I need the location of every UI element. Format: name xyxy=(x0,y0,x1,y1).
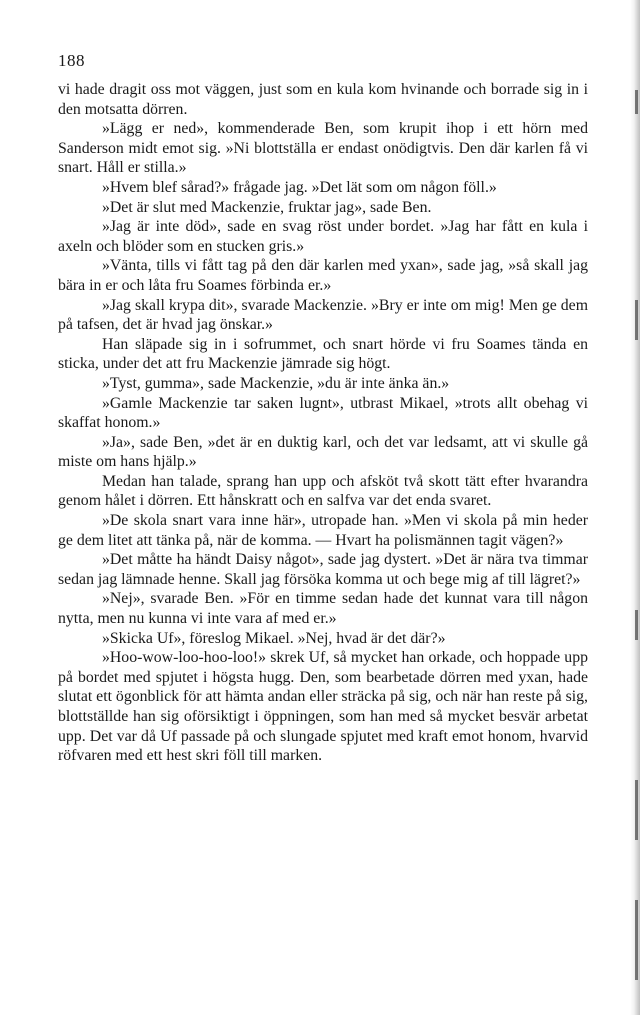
paragraph: »De skola snart vara inne här», utropade han. »Men vi skola på min heder ge dem litet att tänka på, när de komma. — Hvart ha polismännen tagit vägen?» xyxy=(58,512,588,549)
paragraph: »Hvem blef sårad?» frågade jag. »Det lät som om någon föll.» xyxy=(102,178,497,196)
paragraph: »Jag skall krypa dit», svarade Mackenzie. »Bry er inte om mig! Men ge dem på tafsen, det är hvad jag önskar.» xyxy=(58,296,588,334)
paragraph: »Nej», svarade Ben. »För en timme sedan hade det kunnat vara till någon nytta, men nu kunna vi inte vara af med er.» xyxy=(58,590,588,628)
paragraph: »Det måtte ha händt Daisy något», sade jag dystert. »Det är nära tva timmar sedan jag lämnade henne. Skall jag försöka komma ut och bege mig af till lägret?» xyxy=(58,551,588,588)
body-text xyxy=(58,80,588,766)
paragraph: Han släpade sig in i sofrummet, och snart hörde vi fru Soames tända en sticka, under det att fru Mackenzie jämrade sig högt. xyxy=(58,335,588,373)
paragraph: vi hade dragit oss mot väggen, just som en kula kom hvinande och borrade sig in i den motsatta dörren. xyxy=(58,81,588,118)
paragraph: »Det är slut med Mackenzie, fruktar jag», sade Ben. xyxy=(102,198,432,216)
paragraph: »Vänta, tills vi fått tag på den där karlen med yxan», sade jag, »så skall jag bära in er och låta fru Soames förbinda er.» xyxy=(58,257,588,294)
paragraph: »Jag är inte död», sade en svag röst under bordet. »Jag har fått en kula i axeln och blöder som en stucken gris.» xyxy=(58,218,588,255)
paragraph: »Hoo-wow-loo-hoo-loo!» skrek Uf, så mycket han orkade, och hoppade upp på bordet med spjutet i högsta hugg. Den, som bearbetade dörren med yxan, hade slutat ett ögonblick för att hämta andan eller sträcka på sig, och när han reste på sig, blottställde han sig oförsiktigt i öppningen, som han med så mycket besvär arbetat upp. Det var då Uf passade på och slungade spjutet med kraft emot honom, hvarvid röfvaren med ett hest skri föll till marken. xyxy=(58,649,588,765)
page-number: 188 xyxy=(58,51,85,70)
paragraph: »Skicka Uf», föreslog Mikael. »Nej, hvad är det där?» xyxy=(102,629,446,647)
paragraph: »Lägg er ned», kommenderade Ben, som krupit ihop i ett hörn med Sanderson midt emot sig. »Ni blottställa er endast onödigtvis. Den där karlen få vi snart. Håll er stilla.» xyxy=(58,120,588,177)
paragraph: »Gamle Mackenzie tar saken lugnt», utbrast Mikael, »trots allt obehag vi skaffat honom.» xyxy=(58,394,588,432)
paragraph: »Ja», sade Ben, »det är en duktig karl, och det var ledsamt, att vi skulle gå miste om hans hjälp.» xyxy=(58,433,588,471)
scan-edge-marks xyxy=(632,0,638,1015)
paragraph: »Tyst, gumma», sade Mackenzie, »du är inte änka än.» xyxy=(102,374,450,392)
paragraph: Medan han talade, sprang han upp och afsköt två skott tätt efter hvarandra genom hålet i dörren. Ett hånskratt och en salfva var det enda svaret. xyxy=(58,472,588,510)
